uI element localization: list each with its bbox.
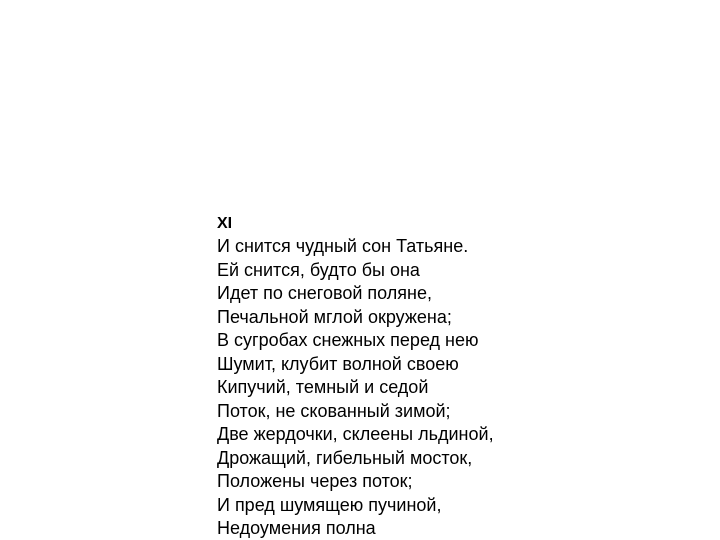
poem-line: Недоумения полна [217,518,376,538]
poem-line: И пред шумящею пучиной, [217,494,442,515]
stanza-number: XI [217,215,233,232]
poem-line: Кипучий, темный и седой [217,377,429,397]
poem-line: Печальной мглой окружена; [217,306,452,327]
poem-line: Ей снится, будто бы она [217,259,420,280]
poem-line: Поток, не скованный зимой; [217,400,451,421]
poem-line: И снится чудный сон Татьяне. [217,236,469,256]
poem-line: Положены через поток; [217,471,413,491]
poem-line: В сугробах снежных перед нею [217,330,479,350]
poem-line: Дрожащий, гибельный мосток, [217,447,473,468]
poem-line: Идет по снеговой поляне, [217,283,432,303]
poem-line: Две жердочки, склеены льдиной, [217,424,494,444]
poem-stanza [217,213,697,540]
poem-line: Шумит, клубит волной своею [217,353,459,374]
